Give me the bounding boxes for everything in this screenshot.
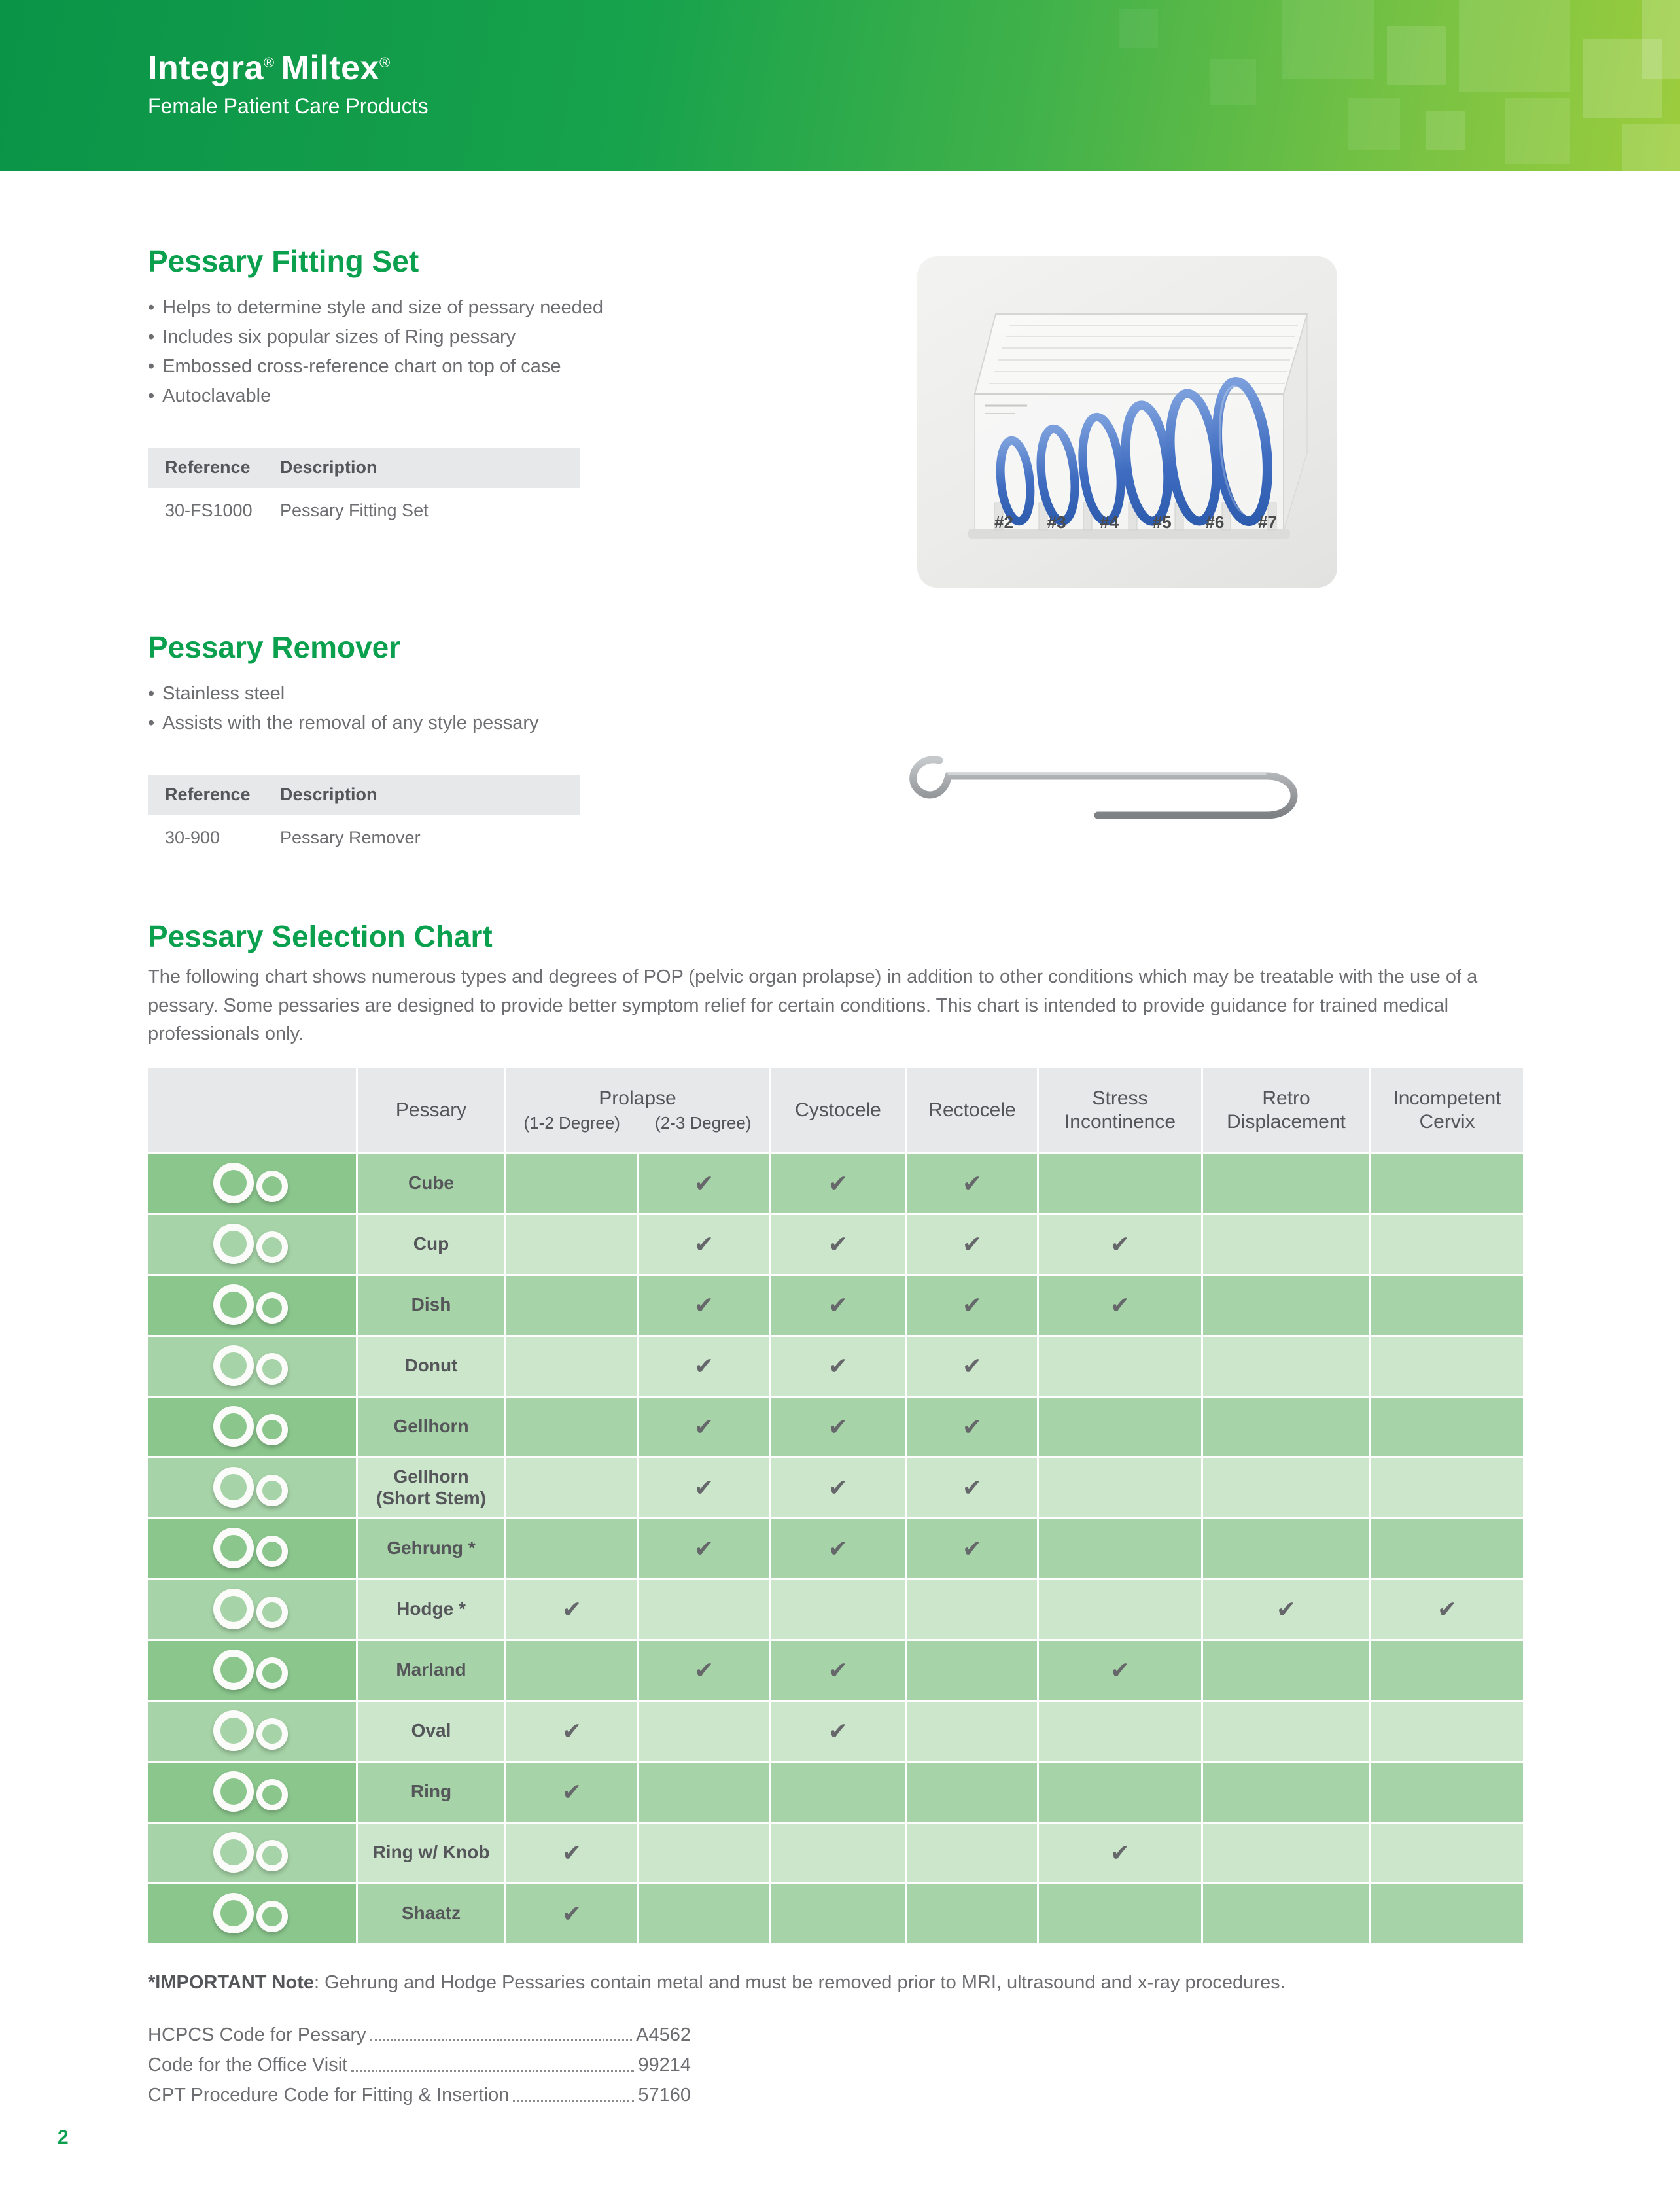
pessary-name: Donut xyxy=(358,1337,504,1396)
check-cell xyxy=(506,1337,637,1396)
pessary-remover-photo xyxy=(877,738,1348,843)
ring-shape xyxy=(256,1171,288,1202)
check-cell xyxy=(1039,1702,1201,1761)
check-icon: ✔ xyxy=(828,1352,849,1379)
check-icon: ✔ xyxy=(561,1717,582,1744)
table-row xyxy=(148,488,580,534)
check-icon: ✔ xyxy=(828,1656,849,1684)
check-cell xyxy=(771,1458,905,1517)
brand-integra: Integra xyxy=(148,49,264,87)
check-icon: ✔ xyxy=(962,1534,983,1562)
chart-header-pessary: Pessary xyxy=(358,1068,504,1152)
selection-chart-intro: The following chart shows numerous types and degrees of POP (pelvic organ prolapse) in addition to other conditions which may be treatable with the use of a pessary. Some pessaries are designed to provide better symptom relief for certain conditions. This chart is intended to provide guidance for trained medical professionals only. xyxy=(148,966,1478,1044)
ring-shape xyxy=(256,1901,288,1932)
check-icon: ✔ xyxy=(693,1534,714,1562)
ring-shape xyxy=(256,1292,288,1324)
banner-mosaic-tile xyxy=(1210,59,1256,105)
check-cell xyxy=(907,1884,1037,1943)
check-icon: ✔ xyxy=(828,1169,849,1197)
check-cell xyxy=(506,1458,637,1517)
check-cell xyxy=(1371,1702,1523,1761)
pessary-name: Oval xyxy=(358,1702,504,1761)
check-cell xyxy=(1203,1824,1369,1882)
check-icon: ✔ xyxy=(1110,1656,1130,1684)
section-remover xyxy=(148,629,900,861)
reference-value: 30-FS1000 xyxy=(165,501,253,521)
code-label: HCPCS Code for Pessary xyxy=(148,2024,366,2045)
size-label: #4 xyxy=(1100,512,1119,532)
size-label: #3 xyxy=(1047,512,1066,532)
chart-header-incompetent-cervix: Incompetent Cervix xyxy=(1371,1068,1523,1152)
ring-shape xyxy=(213,1224,254,1264)
code-value: 57160 xyxy=(638,2084,691,2106)
check-cell xyxy=(771,1763,905,1822)
pessary-photo-cell xyxy=(148,1519,356,1578)
pessary-name: Shaatz xyxy=(358,1884,504,1943)
pessary-photo xyxy=(203,1586,301,1633)
pessary-photo-cell xyxy=(148,1580,356,1639)
remover-bullets xyxy=(148,679,900,738)
check-cell xyxy=(907,1154,1037,1213)
check-cell xyxy=(771,1215,905,1274)
bullet-item: • Assists with the removal of any style pessary xyxy=(148,709,900,738)
banner-mosaic-tile xyxy=(1282,0,1374,79)
code-value: 99214 xyxy=(638,2054,691,2075)
ring-shape xyxy=(213,1284,254,1325)
check-cell xyxy=(506,1154,637,1213)
bullet-item: • Stainless steel xyxy=(148,679,900,709)
check-icon: ✔ xyxy=(693,1291,714,1318)
pessary-photo xyxy=(203,1525,301,1572)
pessary-photo-cell xyxy=(148,1215,356,1274)
check-cell xyxy=(907,1702,1037,1761)
check-cell xyxy=(1203,1641,1369,1700)
page-number: 2 xyxy=(58,2126,69,2148)
ring-shape xyxy=(256,1231,288,1263)
check-cell xyxy=(506,1398,637,1456)
check-cell xyxy=(771,1580,905,1639)
table-header-row xyxy=(148,775,580,815)
check-icon: ✔ xyxy=(962,1169,983,1197)
check-cell xyxy=(907,1641,1037,1700)
check-cell xyxy=(1203,1337,1369,1396)
degree-1-2-label: (1-2 Degree) xyxy=(523,1112,620,1133)
check-icon: ✔ xyxy=(693,1230,714,1258)
check-icon: ✔ xyxy=(962,1291,983,1318)
code-label: Code for the Office Visit xyxy=(148,2054,348,2075)
pessary-photo xyxy=(203,1160,301,1207)
chart-header-rectocele: Rectocele xyxy=(907,1068,1037,1152)
degree-2-3-label: (2-3 Degree) xyxy=(655,1112,752,1133)
pessary-photo-cell xyxy=(148,1458,356,1517)
pessary-name: Cube xyxy=(358,1154,504,1213)
check-cell xyxy=(639,1580,769,1639)
check-icon: ✔ xyxy=(693,1656,714,1684)
check-cell xyxy=(506,1884,637,1943)
check-icon: ✔ xyxy=(693,1473,714,1501)
check-cell xyxy=(639,1884,769,1943)
remover-table xyxy=(148,775,580,861)
ring-shape xyxy=(256,1779,288,1810)
chart-header-prolapse xyxy=(506,1068,769,1152)
check-cell xyxy=(1371,1763,1523,1822)
pessary-photo-cell xyxy=(148,1641,356,1700)
check-cell xyxy=(639,1337,769,1396)
check-cell xyxy=(1039,1458,1201,1517)
banner-mosaic-tile xyxy=(1387,26,1446,85)
check-cell xyxy=(771,1519,905,1578)
check-cell xyxy=(1203,1580,1369,1639)
pessary-name: Marland xyxy=(358,1641,504,1700)
header-banner xyxy=(0,0,1680,171)
banner-subtitle: Female Patient Care Products xyxy=(148,94,429,118)
pessary-photo-cell xyxy=(148,1702,356,1761)
check-cell xyxy=(639,1276,769,1335)
ring-shape xyxy=(213,1528,254,1568)
remover-title: Pessary Remover xyxy=(148,630,401,664)
check-cell xyxy=(1039,1519,1201,1578)
banner-mosaic-tile xyxy=(1459,0,1570,92)
pessary-name: Gellhorn (Short Stem) xyxy=(358,1458,504,1517)
reference-header: Reference xyxy=(165,457,251,478)
check-cell xyxy=(907,1458,1037,1517)
section-selection-chart xyxy=(148,919,1528,2106)
pessary-photo xyxy=(203,1282,301,1329)
check-cell xyxy=(771,1154,905,1213)
check-cell xyxy=(1371,1580,1523,1639)
check-cell xyxy=(506,1702,637,1761)
pessary-photo xyxy=(203,1708,301,1755)
check-cell xyxy=(1371,1276,1523,1335)
ring-shape xyxy=(213,1832,254,1873)
check-cell xyxy=(506,1519,637,1578)
check-cell xyxy=(639,1824,769,1882)
description-value: Pessary Remover xyxy=(280,828,421,848)
ring-shape xyxy=(256,1414,288,1445)
chart-header-cystocele: Cystocele xyxy=(771,1068,905,1152)
fitting-set-size-labels xyxy=(994,512,1277,533)
ring-shape xyxy=(213,1589,254,1629)
remover-hook-illustration xyxy=(877,738,1348,843)
check-cell xyxy=(907,1276,1037,1335)
banner-mosaic-tile xyxy=(1642,0,1680,79)
dotted-leader xyxy=(513,2100,634,2102)
check-cell xyxy=(506,1824,637,1882)
table-row xyxy=(148,815,580,861)
pessary-name: Dish xyxy=(358,1276,504,1335)
check-cell xyxy=(1371,1337,1523,1396)
check-cell xyxy=(1371,1519,1523,1578)
billing-codes xyxy=(148,2016,691,2106)
check-icon: ✔ xyxy=(828,1534,849,1562)
check-cell xyxy=(639,1763,769,1822)
check-cell xyxy=(506,1580,637,1639)
chart-header-retro-displacement: Retro Displacement xyxy=(1203,1068,1369,1152)
brand-miltex: Miltex xyxy=(281,49,379,87)
check-icon: ✔ xyxy=(828,1291,849,1318)
check-cell xyxy=(1371,1824,1523,1882)
pessary-photo-cell xyxy=(148,1824,356,1882)
dotted-leader xyxy=(370,2039,633,2041)
pessary-photo xyxy=(203,1221,301,1268)
pessary-selection-chart xyxy=(148,1068,1523,1943)
banner-mosaic-tile xyxy=(1426,111,1465,150)
check-cell xyxy=(771,1824,905,1882)
ring-shape xyxy=(256,1353,288,1385)
check-cell xyxy=(506,1215,637,1274)
check-cell xyxy=(907,1215,1037,1274)
ring-shape xyxy=(213,1771,254,1812)
fitting-set-photo xyxy=(917,256,1337,588)
prolapse-degree-sublabels xyxy=(506,1113,769,1133)
code-value: A4562 xyxy=(636,2024,691,2045)
pessary-photo-cell xyxy=(148,1398,356,1456)
check-cell xyxy=(1039,1763,1201,1822)
bullet-item: • Helps to determine style and size of pessary needed xyxy=(148,293,900,323)
check-cell xyxy=(1371,1884,1523,1943)
check-cell xyxy=(771,1702,905,1761)
dotted-leader xyxy=(351,2070,634,2072)
check-cell xyxy=(1203,1458,1369,1517)
banner-mosaic-tile xyxy=(1348,98,1400,150)
check-cell xyxy=(907,1580,1037,1639)
check-cell xyxy=(1203,1519,1369,1578)
description-header: Description xyxy=(280,785,377,805)
description-header: Description xyxy=(280,457,377,478)
check-icon: ✔ xyxy=(561,1595,582,1623)
banner-mosaic-tile xyxy=(1119,9,1158,48)
check-cell xyxy=(907,1519,1037,1578)
prolapse-label: Prolapse xyxy=(599,1087,676,1109)
check-cell xyxy=(1203,1215,1369,1274)
check-cell xyxy=(907,1398,1037,1456)
check-icon: ✔ xyxy=(828,1473,849,1501)
check-cell xyxy=(1039,1580,1201,1639)
banner-text xyxy=(148,48,429,118)
check-cell xyxy=(1203,1276,1369,1335)
check-icon: ✔ xyxy=(561,1839,582,1866)
check-cell xyxy=(1371,1398,1523,1456)
ring-shape xyxy=(213,1406,254,1447)
check-icon: ✔ xyxy=(561,1899,582,1927)
chart-header-stress-incontinence: Stress Incontinence xyxy=(1039,1068,1201,1152)
fitting-set-title: Pessary Fitting Set xyxy=(148,244,419,278)
selection-chart-title: Pessary Selection Chart xyxy=(148,919,493,953)
size-label: #5 xyxy=(1152,512,1172,532)
ring-shape xyxy=(256,1475,288,1506)
check-cell xyxy=(907,1763,1037,1822)
ring-shape xyxy=(213,1345,254,1386)
ring-shape xyxy=(213,1650,254,1690)
pessary-photo-cell xyxy=(148,1276,356,1335)
check-cell xyxy=(639,1215,769,1274)
check-icon: ✔ xyxy=(1110,1230,1130,1258)
bullet-item: • Autoclavable xyxy=(148,381,900,411)
pessary-photo-cell xyxy=(148,1763,356,1822)
pessary-photo xyxy=(203,1464,301,1511)
description-value: Pessary Fitting Set xyxy=(280,501,429,521)
ring-shape xyxy=(256,1536,288,1567)
check-cell xyxy=(639,1458,769,1517)
pessary-name: Hodge * xyxy=(358,1580,504,1639)
important-note-label: *IMPORTANT Note xyxy=(148,1971,315,1993)
check-cell xyxy=(1039,1337,1201,1396)
check-cell xyxy=(1371,1641,1523,1700)
pessary-name: Ring w/ Knob xyxy=(358,1824,504,1882)
check-cell xyxy=(1039,1398,1201,1456)
check-cell xyxy=(771,1884,905,1943)
check-icon: ✔ xyxy=(1276,1595,1297,1623)
pessary-photo-cell xyxy=(148,1884,356,1943)
check-icon: ✔ xyxy=(962,1230,983,1258)
pessary-photo xyxy=(203,1647,301,1694)
check-icon: ✔ xyxy=(693,1169,714,1197)
reference-value: 30-900 xyxy=(165,828,220,848)
registered-mark: ® xyxy=(263,54,275,71)
check-cell xyxy=(1039,1641,1201,1700)
check-cell xyxy=(771,1641,905,1700)
check-cell xyxy=(506,1641,637,1700)
pessary-photo xyxy=(203,1403,301,1451)
check-cell xyxy=(771,1398,905,1456)
size-label: #6 xyxy=(1205,512,1225,532)
ring-shape xyxy=(256,1657,288,1689)
chart-header-photo-col xyxy=(148,1068,356,1152)
code-label: CPT Procedure Code for Fitting & Insertion xyxy=(148,2084,510,2106)
size-label: #7 xyxy=(1258,512,1277,532)
check-icon: ✔ xyxy=(828,1717,849,1744)
check-cell xyxy=(1371,1458,1523,1517)
check-icon: ✔ xyxy=(1110,1839,1130,1866)
check-cell xyxy=(1039,1824,1201,1882)
table-header-row xyxy=(148,448,580,488)
ring-shape xyxy=(213,1710,254,1751)
pessary-photo xyxy=(203,1890,301,1937)
brand-title xyxy=(148,48,429,88)
pessary-photo-cell xyxy=(148,1154,356,1213)
check-icon: ✔ xyxy=(693,1352,714,1379)
check-cell xyxy=(1203,1884,1369,1943)
code-line xyxy=(148,2046,691,2076)
reference-header: Reference xyxy=(165,785,251,805)
check-icon: ✔ xyxy=(962,1352,983,1379)
fitting-set-bullets xyxy=(148,293,900,411)
pessary-name: Ring xyxy=(358,1763,504,1822)
ring-shape xyxy=(256,1597,288,1628)
check-icon: ✔ xyxy=(962,1473,983,1501)
important-note xyxy=(148,1972,1528,1994)
check-cell xyxy=(639,1702,769,1761)
banner-mosaic-tile xyxy=(1505,98,1570,164)
check-cell xyxy=(1203,1702,1369,1761)
check-icon: ✔ xyxy=(828,1413,849,1440)
pessary-photo xyxy=(203,1829,301,1877)
pessary-name: Gellhorn xyxy=(358,1398,504,1456)
ring-shape xyxy=(213,1893,254,1933)
pessary-photo-cell xyxy=(148,1337,356,1396)
banner-mosaic-tile xyxy=(1622,124,1680,171)
check-cell xyxy=(1203,1763,1369,1822)
check-icon: ✔ xyxy=(828,1230,849,1258)
fitting-set-table xyxy=(148,448,580,534)
ring-shape xyxy=(213,1467,254,1508)
registered-mark: ® xyxy=(379,54,391,71)
pessary-name: Gehrung * xyxy=(358,1519,504,1578)
check-cell xyxy=(506,1276,637,1335)
ring-shape xyxy=(256,1840,288,1871)
check-cell xyxy=(907,1337,1037,1396)
check-icon: ✔ xyxy=(1110,1291,1130,1318)
code-line xyxy=(148,2076,691,2106)
check-cell xyxy=(1203,1398,1369,1456)
bullet-item: • Includes six popular sizes of Ring pessary xyxy=(148,323,900,352)
check-cell xyxy=(907,1824,1037,1882)
check-cell xyxy=(771,1337,905,1396)
fitting-set-case-illustration xyxy=(917,256,1337,588)
pessary-photo xyxy=(203,1343,301,1390)
check-cell xyxy=(1039,1276,1201,1335)
pessary-name: Cup xyxy=(358,1215,504,1274)
ring-shape xyxy=(213,1163,254,1203)
ring-shape xyxy=(256,1718,288,1750)
check-cell xyxy=(1203,1154,1369,1213)
check-cell xyxy=(1039,1154,1201,1213)
important-note-text: : Gehrung and Hodge Pessaries contain metal and must be removed prior to MRI, ultrasound and x-ray procedures. xyxy=(314,1971,1286,1993)
check-cell xyxy=(1371,1215,1523,1274)
pessary-photo xyxy=(203,1769,301,1816)
check-cell xyxy=(1039,1215,1201,1274)
code-line xyxy=(148,2016,691,2046)
size-label: #2 xyxy=(994,512,1013,532)
check-icon: ✔ xyxy=(693,1413,714,1440)
check-cell xyxy=(1039,1884,1201,1943)
check-cell xyxy=(639,1641,769,1700)
check-icon: ✔ xyxy=(1437,1595,1458,1623)
bullet-item: • Embossed cross-reference chart on top of case xyxy=(148,352,900,381)
check-icon: ✔ xyxy=(561,1778,582,1805)
check-cell xyxy=(771,1276,905,1335)
check-cell xyxy=(639,1154,769,1213)
check-cell xyxy=(506,1763,637,1822)
check-cell xyxy=(639,1398,769,1456)
check-cell xyxy=(1371,1154,1523,1213)
section-fitting-set xyxy=(148,243,900,534)
check-cell xyxy=(639,1519,769,1578)
check-icon: ✔ xyxy=(962,1413,983,1440)
